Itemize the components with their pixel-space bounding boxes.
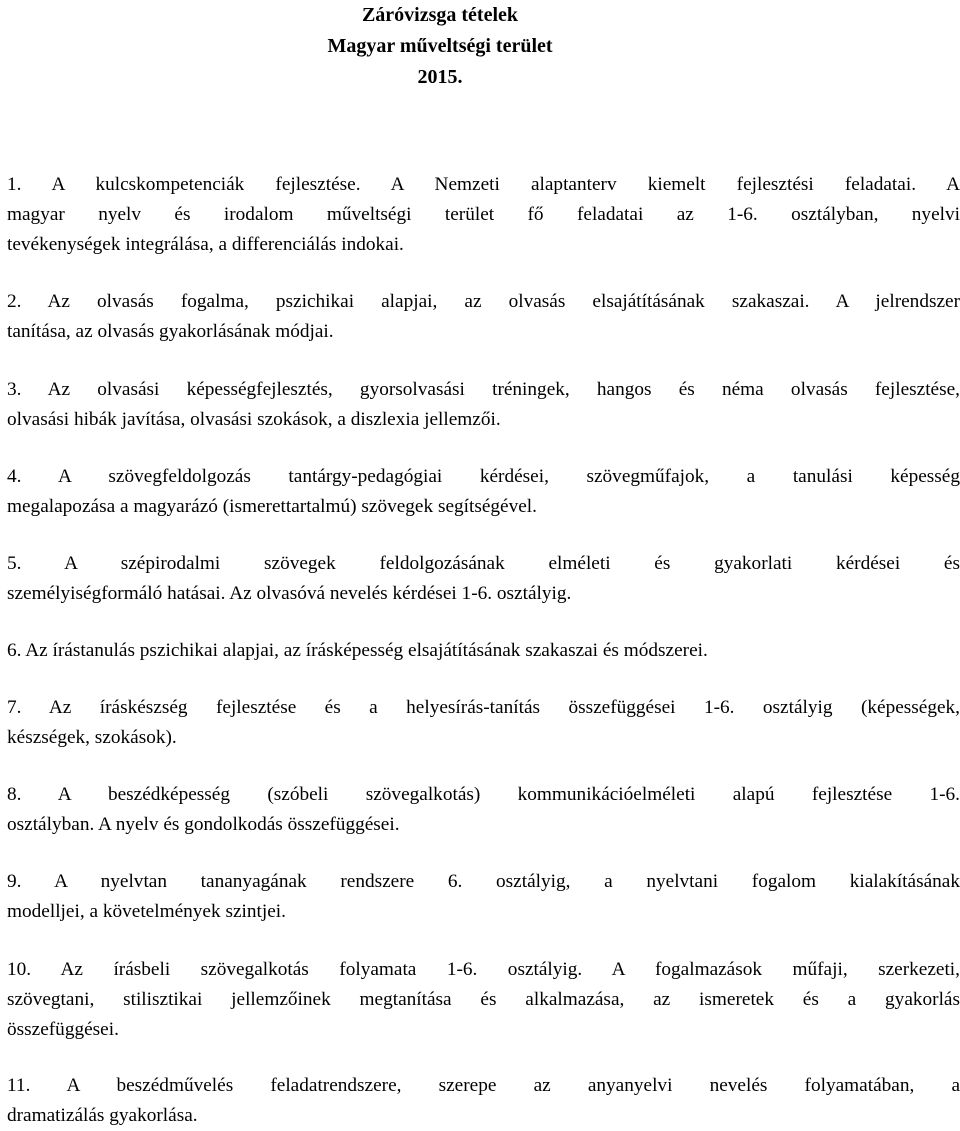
topic-line: 9. A nyelvtan tananyagának rendszere 6. osztályig, a nyelvtani fogalom kialakításának bbox=[7, 871, 960, 892]
topic-line: 11. A beszédművelés feladatrendszere, szerepe az anyanyelvi nevelés folyamatában, a bbox=[7, 1075, 960, 1096]
topic-line: megalapozása a magyarázó (ismerettartalmú) szövegek segítségével. bbox=[7, 496, 537, 517]
topic-item-8 bbox=[7, 780, 960, 840]
topic-item-4 bbox=[7, 462, 960, 522]
topic-line: összefüggései. bbox=[7, 1019, 119, 1040]
topic-line: tevékenységek integrálása, a differenciálás indokai. bbox=[7, 234, 404, 255]
topic-line: 10. Az írásbeli szövegalkotás folyamata 1-6. osztályig. A fogalmazások műfaji, szerkezeti, bbox=[7, 959, 960, 980]
topic-line: osztályban. A nyelv és gondolkodás összefüggései. bbox=[7, 814, 400, 835]
topic-line: 5. A szépirodalmi szövegek feldolgozásának elméleti és gyakorlati kérdései és bbox=[7, 553, 960, 574]
topic-line: magyar nyelv és irodalom műveltségi terület fő feladatai az 1-6. osztályban, nyelvi bbox=[7, 204, 960, 225]
document-header bbox=[0, 0, 880, 93]
topic-item-9 bbox=[7, 867, 960, 927]
topic-line: 2. Az olvasás fogalma, pszichikai alapjai, az olvasás elsajátításának szakaszai. A jelrendszer bbox=[7, 291, 960, 312]
topic-item-5 bbox=[7, 549, 960, 609]
topic-item-10 bbox=[7, 955, 960, 1045]
header-subtitle: Magyar műveltségi terület bbox=[327, 35, 553, 57]
topic-line: olvasási hibák javítása, olvasási szokások, a diszlexia jellemzői. bbox=[7, 409, 501, 430]
topic-line: 6. Az írástanulás pszichikai alapjai, az írásképesség elsajátításának szakaszai és módszerei. bbox=[7, 640, 708, 661]
topic-line: készségek, szokások). bbox=[7, 727, 177, 748]
topic-line: modelljei, a követelmények szintjei. bbox=[7, 901, 286, 922]
topic-item-11 bbox=[7, 1071, 960, 1131]
topic-line: tanítása, az olvasás gyakorlásának módjai. bbox=[7, 321, 334, 342]
topic-line: 4. A szövegfeldolgozás tantárgy-pedagógiai kérdései, szövegműfajok, a tanulási képesség bbox=[7, 466, 960, 487]
topic-item-7 bbox=[7, 693, 960, 753]
topic-line: személyiségformáló hatásai. Az olvasóvá nevelés kérdései 1-6. osztályig. bbox=[7, 583, 572, 604]
topic-line: szövegtani, stilisztikai jellemzőinek megtanítása és alkalmazása, az ismeretek és a gyakorlás bbox=[7, 989, 960, 1010]
topic-item-3 bbox=[7, 375, 960, 435]
topic-line: dramatizálás gyakorlása. bbox=[7, 1105, 198, 1126]
topic-line: 1. A kulcskompetenciák fejlesztése. A Nemzeti alaptanterv kiemelt fejlesztési feladatai. A bbox=[7, 174, 960, 195]
header-title: Záróvizsga tételek bbox=[361, 4, 519, 26]
topic-item-6 bbox=[7, 636, 960, 666]
topic-line: 3. Az olvasási képességfejlesztés, gyorsolvasási tréningek, hangos és néma olvasás fejlesztése, bbox=[7, 379, 960, 400]
topic-item-1 bbox=[7, 170, 960, 260]
header-year: 2015. bbox=[417, 66, 463, 88]
topic-line: 7. Az íráskészség fejlesztése és a helyesírás-tanítás összefüggései 1-6. osztályig (képességek, bbox=[7, 697, 960, 718]
topic-item-2 bbox=[7, 287, 960, 347]
topic-line: 8. A beszédképesség (szóbeli szövegalkotás) kommunikációelméleti alapú fejlesztése 1-6. bbox=[7, 784, 960, 805]
